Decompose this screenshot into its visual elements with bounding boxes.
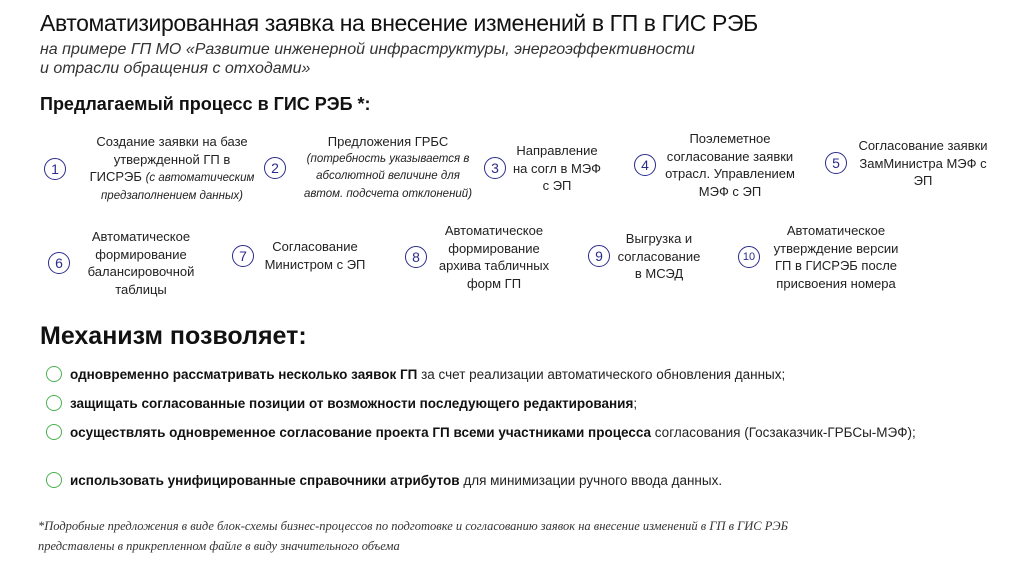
process-step-4: 4 Поэлеметное согласование заявки отрасл. Управлением МЭФ с ЭП	[634, 130, 798, 200]
subtitle-line-2: и отрасли обращения с отходами»	[40, 60, 311, 77]
step-number-icon: 8	[405, 246, 427, 268]
circle-bullet-icon	[46, 472, 62, 488]
mechanism-bullet-4: использовать унифицированные справочники атрибутов для минимизации ручного ввода данных.	[46, 471, 722, 490]
step-number-icon: 9	[588, 245, 610, 267]
footnote: *Подробные предложения в виде блок-схемы бизнес-процессов по подготовке и согласованию заявок на внесение изменений в ГП в ГИС РЭБ представлены в прикрепленном файле в виду значительного объема	[38, 519, 788, 553]
circle-bullet-icon	[46, 395, 62, 411]
mechanism-bullet-1: одновременно рассматривать несколько заявок ГП за счет реализации автоматического обновления данных;	[46, 365, 785, 384]
step-number-icon: 4	[634, 154, 656, 176]
process-step-6: 6 Автоматическое формирование балансировочной таблицы	[48, 228, 206, 298]
process-step-3: 3 Направление на согл в МЭФ с ЭП	[484, 142, 602, 195]
circle-bullet-icon	[46, 424, 62, 440]
step-number-icon: 1	[44, 158, 66, 180]
process-step-10: 10 Автоматическое утверждение версии ГП в ГИСРЭБ после присвоения номера	[738, 222, 906, 292]
step-number-icon: 2	[264, 157, 286, 179]
process-step-1: 1 Создание заявки на базе утвержденной ГП в ГИСРЭБ (с автоматическим предзаполнением данных)	[44, 133, 272, 205]
process-step-5: 5 Согласование заявки ЗамМинистра МЭФ с ЭП	[825, 137, 993, 190]
step-number-icon: 7	[232, 245, 254, 267]
mechanism-bullet-2: защищать согласованные позиции от возможности последующего редактирования;	[46, 394, 637, 413]
mechanism-heading: Механизм позволяет:	[40, 322, 307, 350]
circle-bullet-icon	[46, 366, 62, 382]
process-step-2: 2 Предложения ГРБС (потребность указывается в абсолютной величине для автом. подсчета отклонений)	[264, 133, 484, 203]
page-title: Автоматизированная заявка на внесение изменений в ГП в ГИС РЭБ	[40, 10, 758, 36]
step-number-icon: 6	[48, 252, 70, 274]
step-number-icon: 5	[825, 152, 847, 174]
mechanism-bullet-3: осуществлять одновременное согласование проекта ГП всеми участниками процесса согласования (Госзаказчик-ГРБСы-МЭФ);	[46, 423, 996, 442]
process-step-9: 9 Выгрузка и согласование в МСЭД	[588, 230, 702, 283]
step-number-icon: 3	[484, 157, 506, 179]
subtitle-line-1: на примере ГП МО «Развитие инженерной инфраструктуры, энергоэффективности	[40, 41, 695, 58]
process-step-7: 7 Согласование Министром с ЭП	[232, 238, 370, 273]
process-step-8: 8 Автоматическое формирование архива табличных форм ГП	[405, 222, 555, 292]
page-subtitle	[40, 40, 800, 78]
step-number-icon: 10	[738, 246, 760, 268]
process-heading: Предлагаемый процесс в ГИС РЭБ *:	[40, 94, 371, 114]
